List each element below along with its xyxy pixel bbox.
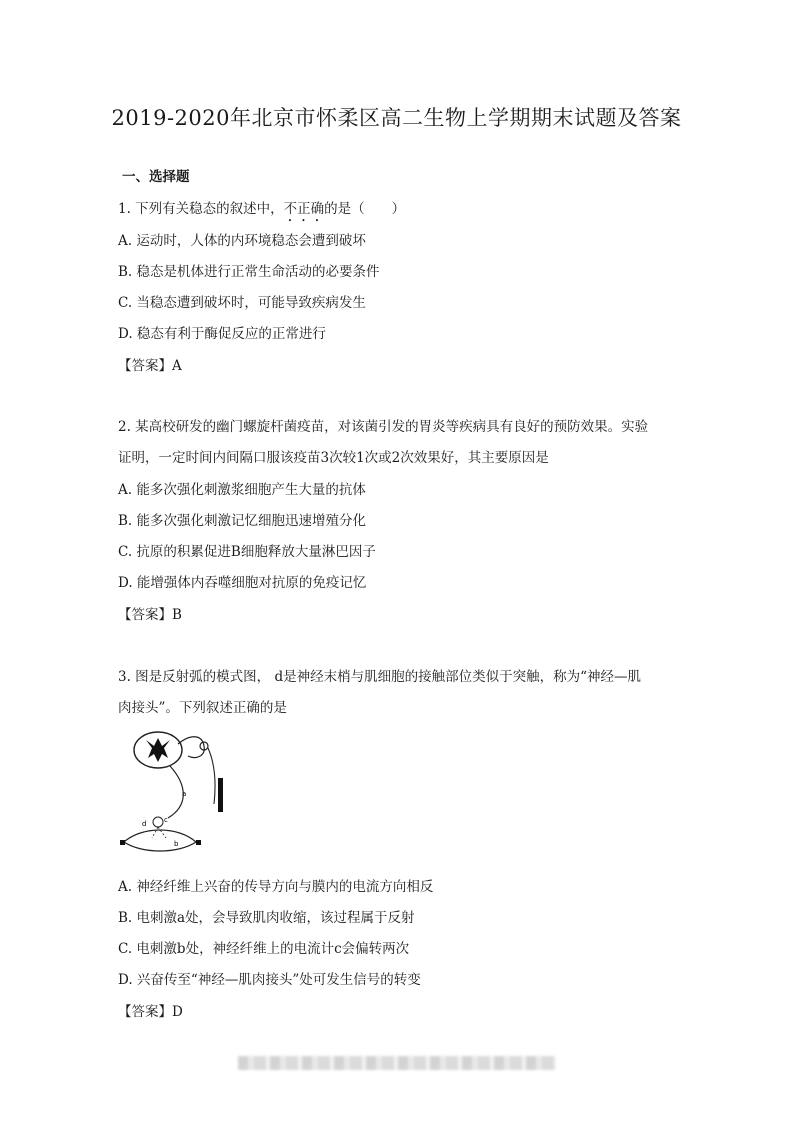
- tendon-left: [120, 840, 125, 845]
- reflex-arc-diagram: [118, 726, 238, 858]
- question-1-option-a: A. 运动时，人体的内环境稳态会遭到破坏: [118, 233, 366, 249]
- efferent-fiber: [168, 766, 183, 818]
- blurred-footer-watermark: [238, 1056, 556, 1070]
- question-1-option-c: C. 当稳态遭到破坏时，可能导致疾病发生: [118, 295, 366, 311]
- question-2-answer: 【答案】B: [118, 607, 182, 623]
- question-1-answer: 【答案】A: [118, 358, 182, 374]
- question-2-stem-line2: 证明，一定时间内间隔口服该疫苗3次较1次或2次效果好，其主要原因是: [118, 450, 549, 466]
- question-1-stem-part3: 的是（ ）: [324, 201, 406, 217]
- gray-matter: [146, 738, 170, 762]
- question-1-stem-part1: 1. 下列有关稳态的叙述中，: [118, 201, 284, 217]
- question-2-option-d: D. 能增强体内吞噬细胞对抗原的免疫记忆: [118, 575, 367, 591]
- question-2-stem-line1: 2. 某高校研发的幽门螺旋杆菌疫苗，对该菌引发的胃炎等疾病具有良好的预防效果。实验: [118, 419, 649, 435]
- question-2-option-a: A. 能多次强化刺激浆细胞产生大量的抗体: [118, 482, 366, 498]
- label-a: a: [182, 790, 187, 798]
- question-1-stem: [118, 197, 405, 225]
- question-3-option-d: D. 兴奋传至“神经—肌肉接头”处可发生信号的转变: [118, 972, 421, 988]
- tendon-right: [196, 840, 201, 845]
- question-3-option-a: A. 神经纤维上兴奋的传导方向与膜内的电流方向相反: [118, 879, 434, 895]
- sensory-fiber: [208, 748, 215, 804]
- question-3-stem-line2: 肉接头”。下列叙述正确的是: [118, 700, 287, 716]
- meter-c: [153, 817, 163, 827]
- label-d: d: [142, 820, 147, 828]
- label-c: c: [164, 816, 168, 824]
- question-1-option-b: B. 稳态是机体进行正常生命活动的必要条件: [118, 264, 380, 280]
- question-1-stem-emphasis: 不正确: [283, 201, 325, 217]
- label-b: b: [174, 840, 179, 848]
- question-1-option-d: D. 稳态有利于酶促反应的正常进行: [118, 326, 326, 342]
- question-3-option-c: C. 电刺激b处，神经纤维上的电流计c会偏转两次: [118, 941, 410, 957]
- question-2-option-c: C. 抗原的积累促进B细胞释放大量淋巴因子: [118, 544, 376, 560]
- section-heading: 一、选择题: [122, 169, 190, 185]
- question-2-option-b: B. 能多次强化刺激记忆细胞迅速增殖分化: [118, 513, 367, 529]
- receptor: [218, 778, 223, 812]
- question-3-answer: 【答案】D: [118, 1004, 183, 1020]
- document-title: 2019-2020年北京市怀柔区高二生物上学期期末试题及答案: [111, 106, 682, 130]
- question-3-option-b: B. 电刺激a处，会导致肌肉收缩，该过程属于反射: [118, 910, 415, 926]
- muscle: [124, 830, 196, 851]
- question-3-stem-line1: 3. 图是反射弧的模式图， d是神经末梢与肌细胞的接触部位类似于突触，称为“神经—肌: [118, 669, 642, 685]
- junction-lines: [152, 827, 166, 838]
